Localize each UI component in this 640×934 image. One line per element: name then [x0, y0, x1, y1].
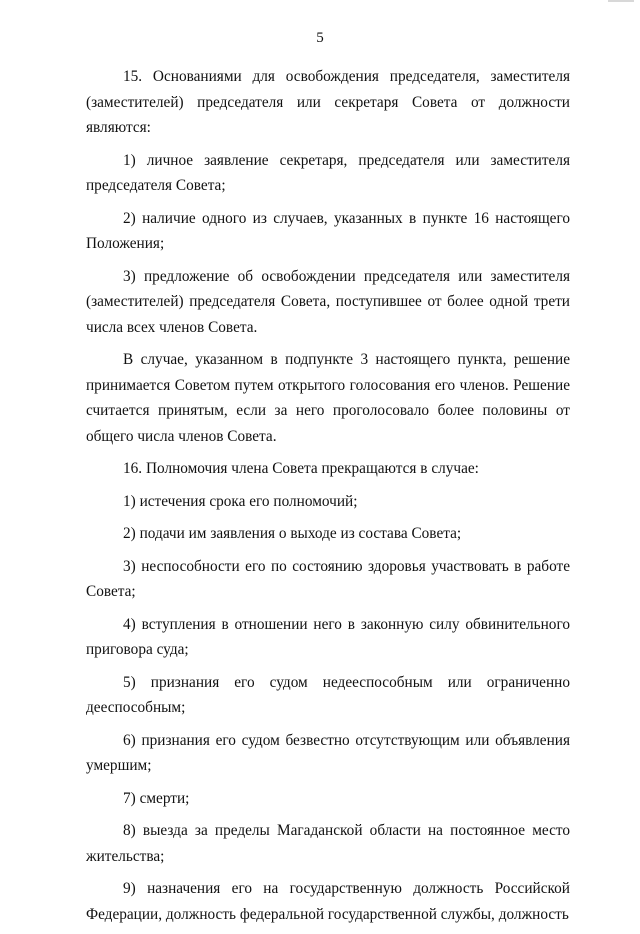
paragraph-16-intro: 16. Полномочия члена Совета прекращаются в случае:: [123, 460, 479, 477]
paragraph-16-item-7: 7) смерти;: [123, 789, 190, 807]
paragraph-16-item-1: 1) истечения срока его полномочий;: [123, 492, 358, 510]
page-number: 5: [316, 30, 324, 46]
paragraph-15-decision: В случае, указанном в подпункте 3 настоящего пункта, решение принимается Советом путем открытого голосования его членов. Решение считается принятым, если за него проголосовало более половины от общего числа членов Совета.: [86, 351, 570, 445]
paragraph-16-item-4: 4) вступления в отношении него в законную силу обвинительного приговора суда;: [86, 615, 570, 658]
paragraph-16-item-5: 5) признания его судом недееспособным или ограниченно дееспособным;: [86, 673, 570, 716]
paragraph-15-item-2: 2) наличие одного из случаев, указанных в пункте 16 настоящего Положения;: [86, 209, 570, 252]
paragraph-16-item-9: 9) назначения его на государственную должность Российской Федерации, должность федеральной государственной службы, должность: [86, 880, 570, 923]
scan-edge-mark: [608, 0, 634, 2]
paragraph-15-item-1: 1) личное заявление секретаря, председателя или заместителя председателя Совета;: [86, 151, 570, 194]
paragraph-15-intro: 15. Основаниями для освобождения председателя, заместителя (заместителей) председателя или секретаря Совета от должности являются:: [86, 68, 570, 136]
paragraph-16-item-3: 3) неспособности его по состоянию здоровья участвовать в работе Совета;: [86, 557, 570, 600]
paragraph-16-item-6: 6) признания его судом безвестно отсутствующим или объявления умершим;: [86, 731, 570, 774]
paragraph-15-item-3: 3) предложение об освобождении председателя или заместителя (заместителей) председателя Совета, поступившее от более одной трети числа всех членов Совета.: [86, 267, 570, 336]
document-body: [86, 64, 570, 934]
paragraph-16-item-8: 8) выезда за пределы Магаданской области на постоянное место жительства;: [86, 822, 570, 865]
paragraph-16-item-2: 2) подачи им заявления о выходе из состава Совета;: [123, 525, 462, 542]
